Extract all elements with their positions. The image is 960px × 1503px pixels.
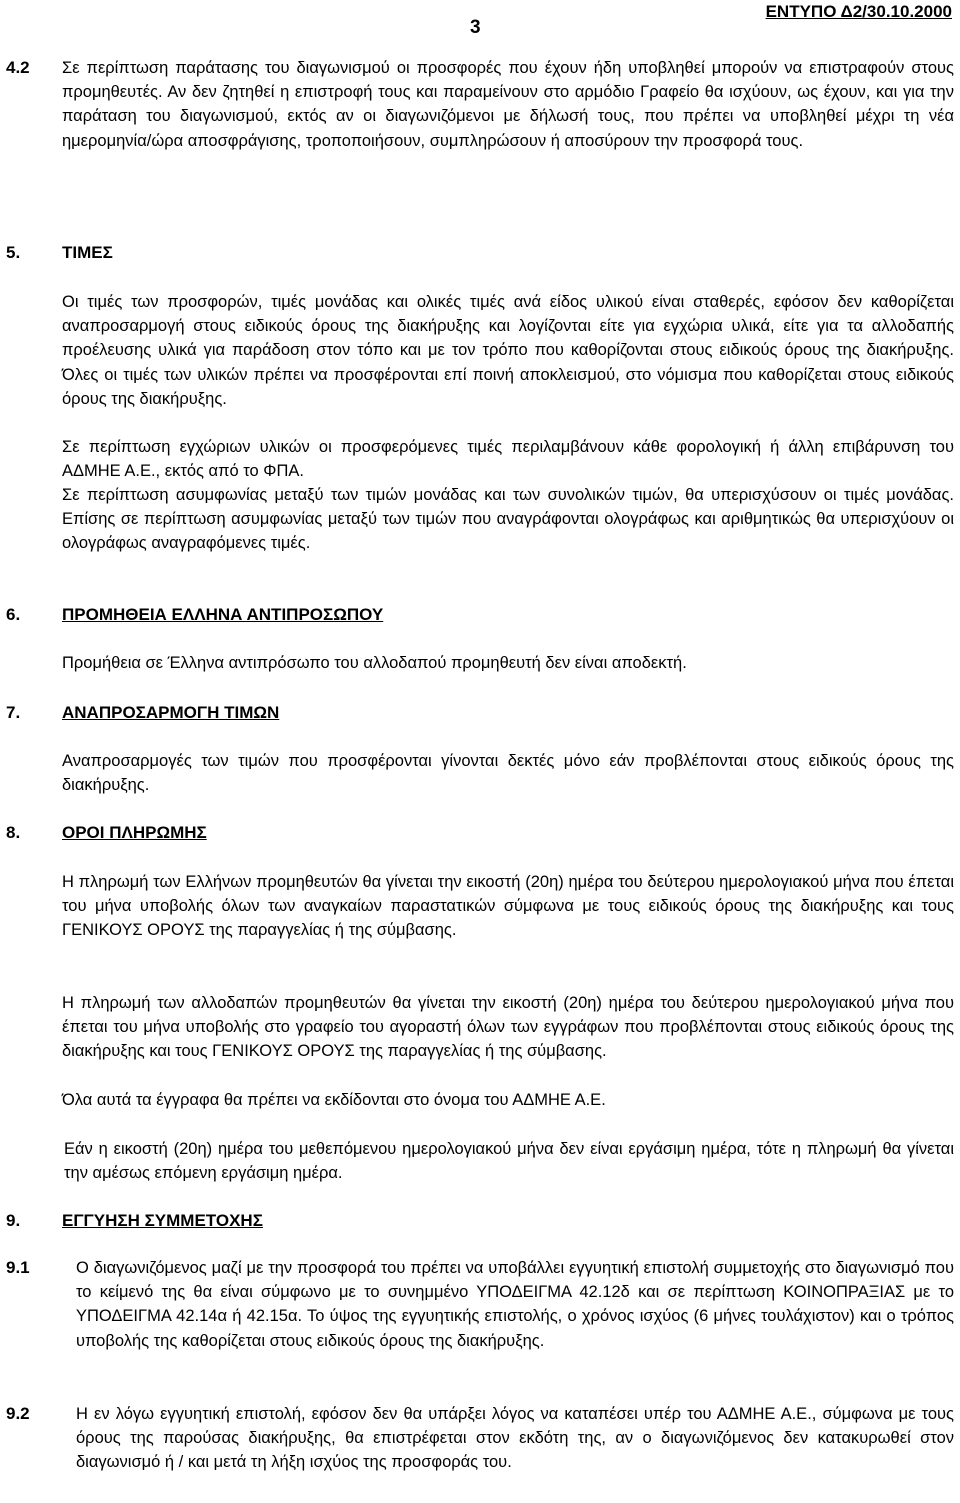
section-5-paragraph-1: Οι τιμές των προσφορών, τιμές μονάδας και ολικές τιμές ανά είδος υλικού είναι σταθερές, εφόσον δεν καθορίζεται αναπροσαρμογή στους ειδικούς όρους της διακήρυξης και λογίζονται είτε για εγχώρια υλικά, είτε για τα αλλοδαπής προέλευσης υλικά για παράδοση στον τόπο και με τον τρόπο που καθορίζονται στους ειδικούς όρους της διακήρυξης. Όλες οι τιμές των υλικών πρέπει να προσφέρονται επί ποινή αποκλεισμού, στο νόμισμα που καθορίζεται στους ειδικούς όρους της διακήρυξης. bbox=[62, 293, 954, 408]
section-6-paragraph-1: Προμήθεια σε Έλληνα αντιπρόσωπο του αλλοδαπού προμηθευτή δεν είναι αποδεκτή. bbox=[62, 654, 687, 672]
section-4-2-text: Σε περίπτωση παράτασης του διαγωνισμού οι προσφορές που έχουν ήδη υποβληθεί μπορούν να επιστραφούν στους προμηθευτές. Αν δεν ζητηθεί η επιστροφή τους και παραμείνουν στο αρμόδιο Γραφείο θα ισχύουν, ως έχουν, και για την παράταση του διαγωνισμού, εκτός αν οι διαγωνιζόμενοι με δήλωσή τους, που πρέπει να υποβληθεί μέχρι τη νέα ημερομηνία/ώρα αποσφράγισης, τροποποιήσουν, συμπληρώσουν ή αποσύρουν την προσφορά τους. bbox=[62, 59, 954, 150]
page-number: 3 bbox=[470, 17, 481, 38]
section-8-title: ΟΡΟΙ ΠΛΗΡΩΜΗΣ bbox=[62, 823, 207, 842]
section-7-title: ΑΝΑΠΡΟΣΑΡΜΟΓΗ ΤΙΜΩΝ bbox=[62, 703, 280, 722]
section-6-title: ΠΡΟΜΗΘΕΙΑ ΕΛΛΗΝΑ ΑΝΤΙΠΡΟΣΩΠΟΥ bbox=[62, 605, 384, 624]
section-7-number: 7. bbox=[6, 703, 21, 722]
section-5-title: ΤΙΜΕΣ bbox=[62, 243, 113, 262]
section-9-1-number: 9.1 bbox=[6, 1258, 30, 1277]
form-code: ΕΝΤΥΠΟ Δ2/30.10.2000 bbox=[765, 2, 952, 21]
section-9-title: ΕΓΓΥΗΣΗ ΣΥΜΜΕΤΟΧΗΣ bbox=[62, 1211, 263, 1230]
section-9-1-text: Ο διαγωνιζόμενος μαζί με την προσφορά του πρέπει να υποβάλλει εγγυητική επιστολή συμμετοχής στο διαγωνισμό που το κείμενό της θα είναι σύμφωνο με το συνημμένο ΥΠΟΔΕΙΓΜΑ 42.12δ και σε περίπτωση ΚΟΙΝΟΠΡΑΞΙΑΣ με το ΥΠΟΔΕΙΓΜΑ 42.14α ή 42.15α. Το ύψος της εγγυητικής επιστολής, ο χρόνος ισχύος (6 μήνες τουλάχιστον) και ο τρόπος υποβολής της καθορίζεται στους ειδικούς όρους της διακήρυξης. bbox=[76, 1259, 954, 1350]
section-9-2-text: Η εν λόγω εγγυητική επιστολή, εφόσον δεν θα υπάρξει λόγος να καταπέσει υπέρ του ΑΔΜΗΕ Α.Ε., σύμφωνα με τους όρους της παρούσας διακήρυξης, θα επιστρέφεται στον εκδότη της, αν ο διαγωνιζόμενος δεν κατακυρωθεί στον διαγωνισμό ή / και μετά τη λήξη ισχύος της προσφοράς του. bbox=[76, 1405, 954, 1472]
section-8-paragraph-3: Όλα αυτά τα έγγραφα θα πρέπει να εκδίδονται στο όνομα του ΑΔΜΗΕ Α.Ε. bbox=[62, 1091, 606, 1109]
section-9-number: 9. bbox=[6, 1211, 21, 1230]
section-8-number: 8. bbox=[6, 823, 21, 842]
section-4-2-number: 4.2 bbox=[6, 58, 30, 77]
section-5-paragraph-2: Σε περίπτωση εγχώριων υλικών οι προσφερόμενες τιμές περιλαμβάνουν κάθε φορολογική ή άλλη επιβάρυνση του ΑΔΜΗΕ Α.Ε., εκτός από το ΦΠΑ. bbox=[62, 438, 954, 481]
section-8-paragraph-1: Η πληρωμή των Ελλήνων προμηθευτών θα γίνεται την εικοστή (20η) ημέρα του δεύτερου ημερολογιακού μήνα που έπεται του μήνα υποβολής όλων των αναγκαίων παραστατικών σύμφωνα με τους ειδικούς όρους της διακήρυξης και τους ΓΕΝΙΚΟΥΣ ΟΡΟΥΣ της παραγγελίας ή της σύμβασης. bbox=[62, 873, 954, 940]
section-5-paragraph-3: Σε περίπτωση ασυμφωνίας μεταξύ των τιμών μονάδας και των συνολικών τιμών, θα υπερισχύσουν οι τιμές μονάδας. Επίσης σε περίπτωση ασυμφωνίας μεταξύ των τιμών που αναγράφονται ολογράφως και αριθμητικώς θα υπερισχύουν οι ολογράφως αναγραφόμενες τιμές. bbox=[62, 486, 954, 553]
section-8-paragraph-4: Εάν η εικοστή (20η) ημέρα του μεθεπόμενου ημερολογιακού μήνα δεν είναι εργάσιμη ημέρα, τότε η πληρωμή θα γίνεται την αμέσως επόμενη εργάσιμη ημέρα. bbox=[64, 1140, 954, 1183]
section-5-number: 5. bbox=[6, 243, 21, 262]
section-7-paragraph-1: Αναπροσαρμογές των τιμών που προσφέρονται γίνονται δεκτές μόνο εάν προβλέπονται στους ειδικούς όρους της διακήρυξης. bbox=[62, 752, 954, 795]
section-6-number: 6. bbox=[6, 605, 21, 624]
section-8-paragraph-2: Η πληρωμή των αλλοδαπών προμηθευτών θα γίνεται την εικοστή (20η) ημέρα του δεύτερου ημερολογιακού μήνα που έπεται του μήνα υποβολής στο γραφείο του αγοραστή όλων των εγγράφων που προβλέπονται στους ειδικούς όρους της διακήρυξης και τους ΓΕΝΙΚΟΥΣ ΟΡΟΥΣ της παραγγελίας ή της σύμβασης. bbox=[62, 994, 954, 1061]
section-9-2-number: 9.2 bbox=[6, 1404, 30, 1423]
